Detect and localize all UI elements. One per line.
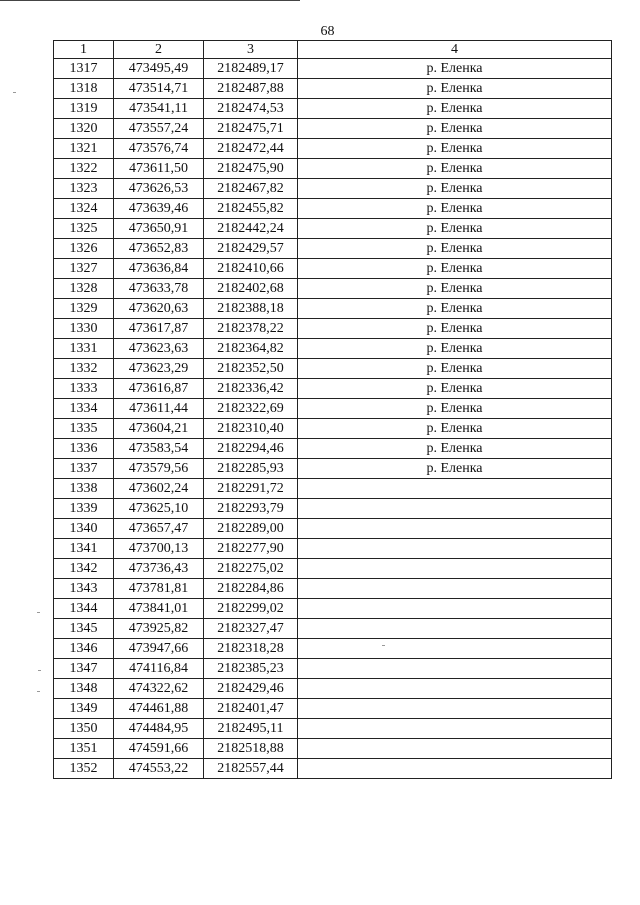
- coord-y-cell: 2182310,40: [204, 419, 298, 439]
- table-row: [54, 459, 612, 479]
- coord-x-cell: 473700,13: [114, 539, 204, 559]
- coord-x-cell: 474484,95: [114, 719, 204, 739]
- coord-x-cell: 473652,83: [114, 239, 204, 259]
- point-number-cell: 1332: [54, 359, 114, 379]
- coord-x-cell: 473623,63: [114, 339, 204, 359]
- point-number-cell: 1339: [54, 499, 114, 519]
- table-row: [54, 379, 612, 399]
- description-cell: р. Еленка: [298, 139, 612, 159]
- coord-y-cell: 2182474,53: [204, 99, 298, 119]
- coord-x-cell: 473639,46: [114, 199, 204, 219]
- point-number-cell: 1337: [54, 459, 114, 479]
- point-number-cell: 1333: [54, 379, 114, 399]
- table-row: [54, 299, 612, 319]
- coord-x-cell: 473495,49: [114, 59, 204, 79]
- coord-y-cell: 2182518,88: [204, 739, 298, 759]
- description-cell: р. Еленка: [298, 259, 612, 279]
- point-number-cell: 1320: [54, 119, 114, 139]
- table-row: [54, 439, 612, 459]
- coord-y-cell: 2182472,44: [204, 139, 298, 159]
- table-row: [54, 519, 612, 539]
- description-cell: р. Еленка: [298, 339, 612, 359]
- coord-y-cell: 2182284,86: [204, 579, 298, 599]
- coord-x-cell: 473623,29: [114, 359, 204, 379]
- coord-x-cell: 473616,87: [114, 379, 204, 399]
- coord-x-cell: 473514,71: [114, 79, 204, 99]
- table-row: [54, 759, 612, 779]
- description-cell: [298, 639, 612, 659]
- coord-x-cell: 473736,43: [114, 559, 204, 579]
- coord-x-cell: 473604,21: [114, 419, 204, 439]
- description-cell: р. Еленка: [298, 419, 612, 439]
- coord-y-cell: 2182275,02: [204, 559, 298, 579]
- table-row: [54, 599, 612, 619]
- coord-x-cell: 474553,22: [114, 759, 204, 779]
- table-row: [54, 639, 612, 659]
- coord-x-cell: 474591,66: [114, 739, 204, 759]
- point-number-cell: 1351: [54, 739, 114, 759]
- coord-x-cell: 474322,62: [114, 679, 204, 699]
- description-cell: р. Еленка: [298, 399, 612, 419]
- table-row: [54, 479, 612, 499]
- coord-y-cell: 2182322,69: [204, 399, 298, 419]
- description-cell: [298, 479, 612, 499]
- coord-x-cell: 473650,91: [114, 219, 204, 239]
- table-row: [54, 559, 612, 579]
- point-number-cell: 1318: [54, 79, 114, 99]
- point-number-cell: 1340: [54, 519, 114, 539]
- coord-x-cell: 473657,47: [114, 519, 204, 539]
- description-cell: р. Еленка: [298, 379, 612, 399]
- table-row: [54, 99, 612, 119]
- coord-x-cell: 473611,44: [114, 399, 204, 419]
- coord-y-cell: 2182475,90: [204, 159, 298, 179]
- table-row: [54, 359, 612, 379]
- coord-x-cell: 474461,88: [114, 699, 204, 719]
- table-row: [54, 499, 612, 519]
- coord-y-cell: 2182557,44: [204, 759, 298, 779]
- description-cell: р. Еленка: [298, 359, 612, 379]
- table-row: [54, 199, 612, 219]
- coord-x-cell: 473841,01: [114, 599, 204, 619]
- description-cell: р. Еленка: [298, 299, 612, 319]
- coord-y-cell: 2182489,17: [204, 59, 298, 79]
- table-row: [54, 539, 612, 559]
- point-number-cell: 1344: [54, 599, 114, 619]
- margin-mark: [13, 92, 16, 93]
- table-row: [54, 119, 612, 139]
- description-cell: р. Еленка: [298, 219, 612, 239]
- table-row: [54, 279, 612, 299]
- coord-y-cell: 2182294,46: [204, 439, 298, 459]
- point-number-cell: 1350: [54, 719, 114, 739]
- table-header-row: [54, 41, 612, 59]
- coord-y-cell: 2182475,71: [204, 119, 298, 139]
- coord-y-cell: 2182364,82: [204, 339, 298, 359]
- coord-x-cell: 473625,10: [114, 499, 204, 519]
- coord-y-cell: 2182352,50: [204, 359, 298, 379]
- table-row: [54, 259, 612, 279]
- description-cell: [298, 599, 612, 619]
- description-cell: р. Еленка: [298, 79, 612, 99]
- coord-y-cell: 2182401,47: [204, 699, 298, 719]
- description-cell: [298, 699, 612, 719]
- coord-y-cell: 2182429,46: [204, 679, 298, 699]
- description-cell: р. Еленка: [298, 159, 612, 179]
- coord-x-cell: 474116,84: [114, 659, 204, 679]
- description-cell: р. Еленка: [298, 59, 612, 79]
- point-number-cell: 1348: [54, 679, 114, 699]
- table-row: [54, 239, 612, 259]
- coord-x-cell: 473583,54: [114, 439, 204, 459]
- coord-y-cell: 2182385,23: [204, 659, 298, 679]
- point-number-cell: 1352: [54, 759, 114, 779]
- coord-y-cell: 2182293,79: [204, 499, 298, 519]
- point-number-cell: 1321: [54, 139, 114, 159]
- description-cell: р. Еленка: [298, 459, 612, 479]
- description-cell: [298, 619, 612, 639]
- table-row: [54, 419, 612, 439]
- description-cell: [298, 739, 612, 759]
- coord-x-cell: 473781,81: [114, 579, 204, 599]
- table-row: [54, 679, 612, 699]
- point-number-cell: 1317: [54, 59, 114, 79]
- header-cell: 4: [298, 41, 612, 59]
- coord-y-cell: 2182402,68: [204, 279, 298, 299]
- coord-y-cell: 2182318,28: [204, 639, 298, 659]
- table-row: [54, 739, 612, 759]
- coord-x-cell: 473576,74: [114, 139, 204, 159]
- coord-y-cell: 2182277,90: [204, 539, 298, 559]
- description-cell: р. Еленка: [298, 179, 612, 199]
- coord-y-cell: 2182442,24: [204, 219, 298, 239]
- coord-y-cell: 2182495,11: [204, 719, 298, 739]
- coord-x-cell: 473636,84: [114, 259, 204, 279]
- point-number-cell: 1346: [54, 639, 114, 659]
- description-cell: [298, 539, 612, 559]
- coord-x-cell: 473626,53: [114, 179, 204, 199]
- description-cell: р. Еленка: [298, 239, 612, 259]
- point-number-cell: 1331: [54, 339, 114, 359]
- table-row: [54, 399, 612, 419]
- point-number-cell: 1319: [54, 99, 114, 119]
- table-row: [54, 339, 612, 359]
- point-number-cell: 1323: [54, 179, 114, 199]
- coord-y-cell: 2182285,93: [204, 459, 298, 479]
- coord-y-cell: 2182291,72: [204, 479, 298, 499]
- description-cell: [298, 519, 612, 539]
- description-cell: р. Еленка: [298, 319, 612, 339]
- point-number-cell: 1336: [54, 439, 114, 459]
- point-number-cell: 1345: [54, 619, 114, 639]
- coord-y-cell: 2182289,00: [204, 519, 298, 539]
- page-number: 68: [320, 24, 335, 39]
- coord-y-cell: 2182388,18: [204, 299, 298, 319]
- coord-x-cell: 473617,87: [114, 319, 204, 339]
- coord-x-cell: 473633,78: [114, 279, 204, 299]
- point-number-cell: 1343: [54, 579, 114, 599]
- point-number-cell: 1324: [54, 199, 114, 219]
- coord-x-cell: 473611,50: [114, 159, 204, 179]
- coord-y-cell: 2182336,42: [204, 379, 298, 399]
- coord-y-cell: 2182378,22: [204, 319, 298, 339]
- margin-mark: [382, 645, 385, 646]
- description-cell: р. Еленка: [298, 99, 612, 119]
- table-row: [54, 139, 612, 159]
- margin-mark: [37, 691, 40, 692]
- description-cell: р. Еленка: [298, 279, 612, 299]
- point-number-cell: 1349: [54, 699, 114, 719]
- point-number-cell: 1334: [54, 399, 114, 419]
- header-cell: 3: [204, 41, 298, 59]
- point-number-cell: 1322: [54, 159, 114, 179]
- description-cell: р. Еленка: [298, 439, 612, 459]
- point-number-cell: 1338: [54, 479, 114, 499]
- point-number-cell: 1325: [54, 219, 114, 239]
- coord-y-cell: 2182327,47: [204, 619, 298, 639]
- point-number-cell: 1342: [54, 559, 114, 579]
- header-cell: 1: [54, 41, 114, 59]
- coord-y-cell: 2182410,66: [204, 259, 298, 279]
- point-number-cell: 1341: [54, 539, 114, 559]
- table-row: [54, 319, 612, 339]
- coord-x-cell: 473925,82: [114, 619, 204, 639]
- table-row: [54, 219, 612, 239]
- description-cell: [298, 719, 612, 739]
- table-row: [54, 619, 612, 639]
- point-number-cell: 1328: [54, 279, 114, 299]
- description-cell: [298, 499, 612, 519]
- description-cell: [298, 679, 612, 699]
- point-number-cell: 1329: [54, 299, 114, 319]
- coord-y-cell: 2182455,82: [204, 199, 298, 219]
- table-row: [54, 719, 612, 739]
- table-row: [54, 159, 612, 179]
- coord-y-cell: 2182429,57: [204, 239, 298, 259]
- description-cell: [298, 579, 612, 599]
- description-cell: р. Еленка: [298, 199, 612, 219]
- coord-y-cell: 2182487,88: [204, 79, 298, 99]
- coordinates-table: [53, 40, 612, 779]
- coord-y-cell: 2182467,82: [204, 179, 298, 199]
- coord-x-cell: 473620,63: [114, 299, 204, 319]
- table-row: [54, 59, 612, 79]
- point-number-cell: 1326: [54, 239, 114, 259]
- coord-x-cell: 473947,66: [114, 639, 204, 659]
- coord-x-cell: 473602,24: [114, 479, 204, 499]
- table-row: [54, 179, 612, 199]
- table-row: [54, 79, 612, 99]
- coord-y-cell: 2182299,02: [204, 599, 298, 619]
- description-cell: [298, 659, 612, 679]
- coord-x-cell: 473579,56: [114, 459, 204, 479]
- top-rule: [0, 0, 300, 1]
- coord-x-cell: 473557,24: [114, 119, 204, 139]
- description-cell: [298, 759, 612, 779]
- header-cell: 2: [114, 41, 204, 59]
- description-cell: [298, 559, 612, 579]
- point-number-cell: 1335: [54, 419, 114, 439]
- coord-x-cell: 473541,11: [114, 99, 204, 119]
- point-number-cell: 1330: [54, 319, 114, 339]
- margin-mark: [38, 670, 41, 671]
- table-row: [54, 699, 612, 719]
- point-number-cell: 1327: [54, 259, 114, 279]
- description-cell: р. Еленка: [298, 119, 612, 139]
- point-number-cell: 1347: [54, 659, 114, 679]
- table-row: [54, 579, 612, 599]
- margin-mark: [37, 612, 40, 613]
- table-row: [54, 659, 612, 679]
